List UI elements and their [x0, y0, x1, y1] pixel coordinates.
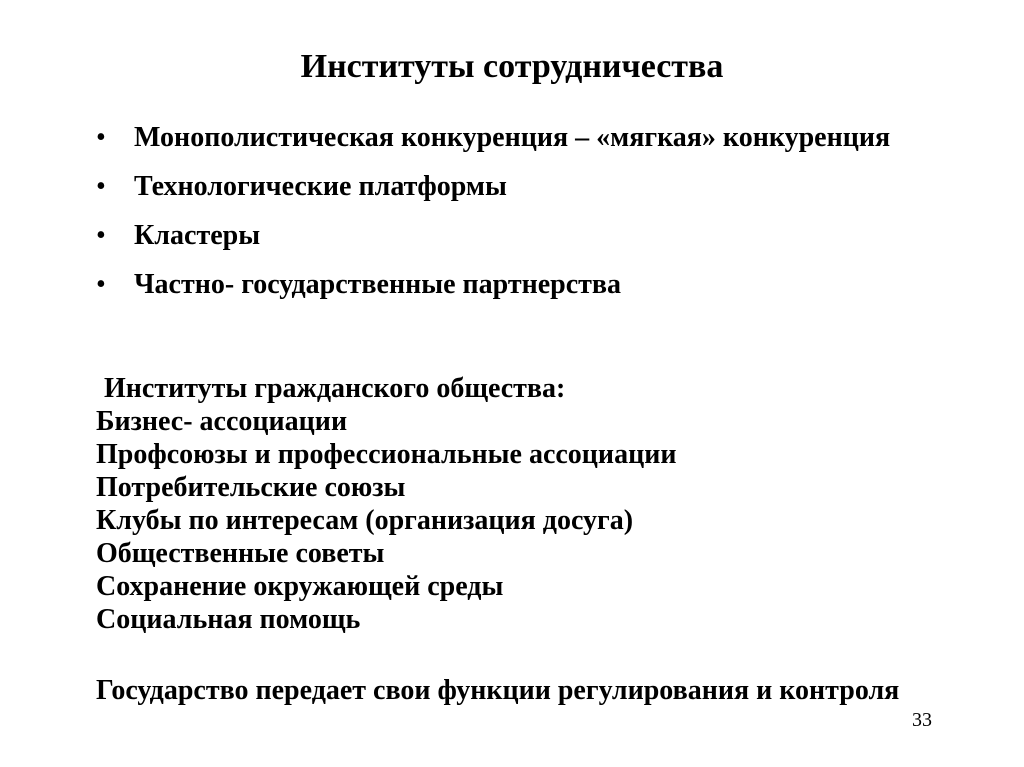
bullet-list	[96, 118, 916, 314]
civil-society-item: Общественные советы	[96, 538, 385, 569]
bullet-item	[96, 216, 916, 256]
bullet-item	[96, 167, 916, 207]
civil-society-item: Профсоюзы и профессиональные ассоциации	[96, 439, 677, 470]
bullet-item	[96, 265, 916, 305]
bullet-text: Частно- государственные партнерства	[134, 269, 622, 300]
civil-society-block	[96, 372, 936, 636]
civil-society-heading: Институты гражданского общества:	[104, 373, 566, 404]
bullet-dot: •	[96, 122, 106, 153]
bullet-item	[96, 118, 916, 158]
bullet-dot: •	[96, 269, 106, 300]
civil-society-item: Сохранение окружающей среды	[96, 571, 504, 602]
civil-society-item: Социальная помощь	[96, 604, 361, 635]
slide-title: Институты сотрудничества	[300, 48, 724, 85]
civil-society-item: Бизнес- ассоциации	[96, 406, 348, 437]
civil-society-item: Клубы по интересам (организация досуга)	[96, 505, 634, 536]
bullet-dot: •	[96, 220, 106, 251]
bullet-dot: •	[96, 171, 106, 202]
bullet-text: Кластеры	[134, 220, 261, 251]
page-number: 33	[912, 709, 932, 731]
bullet-text: Монополистическая конкуренция – «мягкая» конкуренция	[134, 122, 891, 153]
civil-society-item: Потребительские союзы	[96, 472, 406, 503]
state-functions-text: Государство передает свои функции регулирования и контроля	[96, 675, 900, 706]
bullet-text: Технологические платформы	[134, 171, 507, 202]
